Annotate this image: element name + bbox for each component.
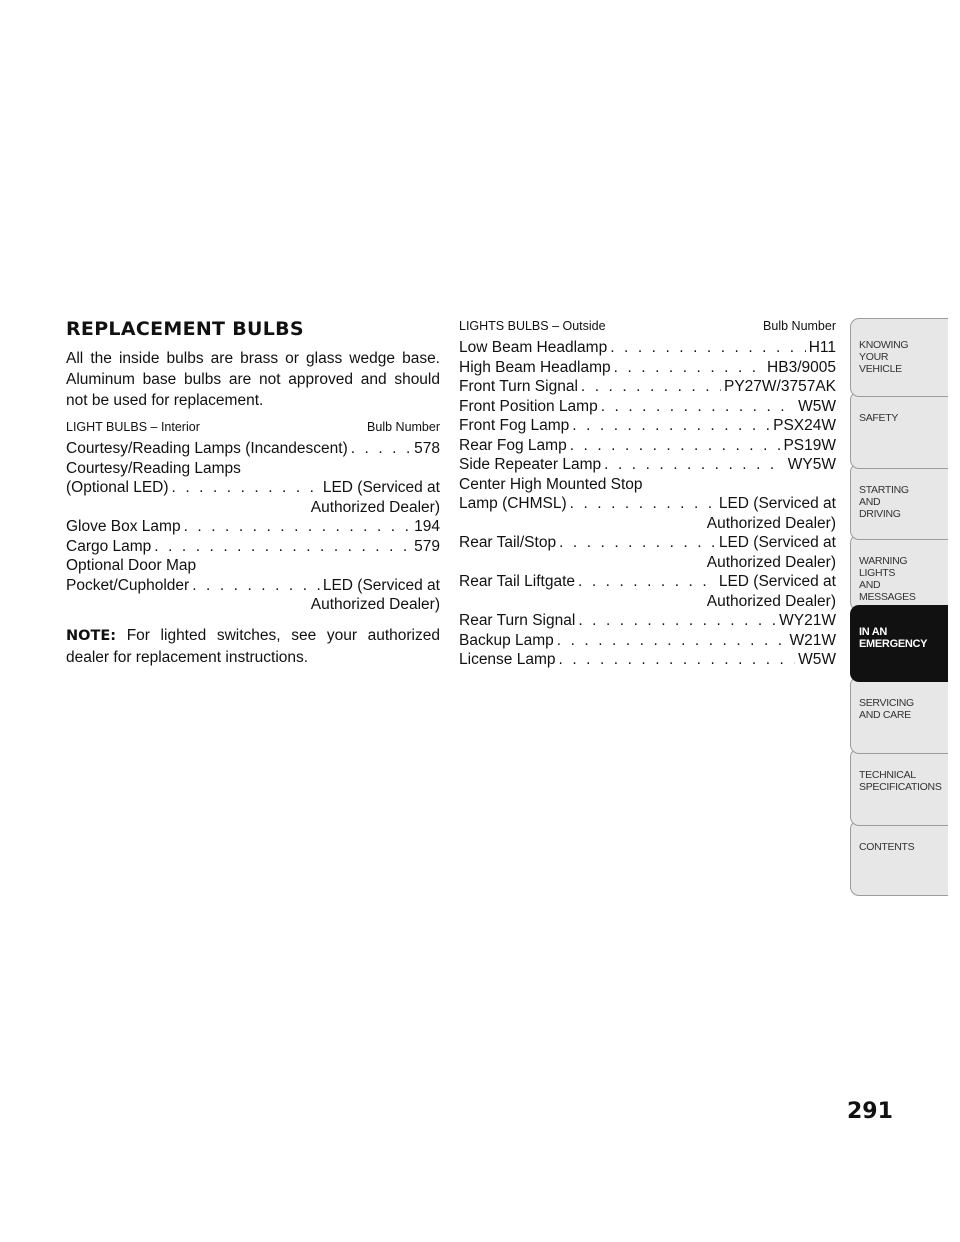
bulb-number-continued: Authorized Dealer): [310, 498, 440, 516]
bulb-number: 578: [414, 440, 440, 457]
bulb-number: LED (Serviced at: [718, 573, 836, 590]
bulb-row: [459, 650, 836, 670]
interior-table-header: [66, 419, 440, 435]
bulb-number: LED (Serviced at: [718, 495, 836, 512]
bulb-label: Front Position Lamp: [459, 397, 598, 415]
bulb-number-continued: Authorized Dealer): [706, 553, 836, 571]
bulb-number: 579: [414, 537, 440, 555]
bulb-label: Courtesy/Reading Lamps (Incandescent): [66, 440, 348, 457]
chapter-tab-label: SERVICING AND CARE: [859, 697, 914, 721]
chapter-tab[interactable]: [850, 605, 948, 682]
note-label: NOTE:: [66, 627, 117, 644]
chapter-tab[interactable]: [850, 534, 948, 611]
bulb-number-continued: Authorized Dealer): [706, 514, 836, 532]
exterior-header-right: Bulb Number: [763, 319, 836, 333]
bulb-number: WY21W: [779, 612, 836, 629]
chapter-tab[interactable]: [850, 463, 948, 540]
bulb-row-line: [459, 377, 836, 397]
bulb-row-line: [459, 611, 836, 631]
bulb-row-line: [66, 439, 440, 459]
bulb-row: [459, 475, 836, 534]
bulb-row-line: [459, 455, 836, 475]
bulb-number: LED (Serviced at: [718, 534, 836, 551]
bulb-label: Glove Box Lamp: [66, 518, 181, 535]
bulb-label: License Lamp: [459, 651, 556, 668]
bulb-row: [459, 338, 836, 358]
chapter-tab[interactable]: [850, 318, 948, 397]
bulb-label: Cargo Lamp: [66, 537, 152, 555]
bulb-row-line: [459, 494, 836, 514]
chapter-tab[interactable]: [850, 676, 948, 754]
intro-paragraph: All the inside bulbs are brass or glass wedge base. Aluminum base bulbs are not approved and should not be used for replacement.: [66, 350, 440, 409]
leader-dots: [610, 338, 806, 358]
chapter-tab-label: STARTING AND DRIVING: [859, 484, 909, 520]
bulb-row: [459, 631, 836, 651]
bulb-label: Lamp (CHMSL): [459, 495, 567, 512]
bulb-row: [459, 436, 836, 456]
bulb-row: [459, 397, 836, 417]
bulb-label: High Beam Headlamp: [459, 358, 611, 376]
bulb-row: [66, 459, 440, 518]
bulb-number: W5W: [798, 397, 836, 415]
bulb-row-prefix: Optional Door Map: [66, 557, 197, 574]
bulb-number: PSX24W: [773, 417, 836, 434]
bulb-label: Rear Tail/Stop: [459, 534, 557, 551]
leader-dots: [557, 631, 787, 651]
chapter-tab-label: KNOWING YOUR VEHICLE: [859, 339, 909, 375]
bulb-row: [459, 358, 836, 378]
bulb-label: Rear Turn Signal: [459, 612, 576, 629]
bulb-row: [66, 556, 440, 615]
note-text: For lighted switches, see your authorized dealer for replacement instructions.: [66, 626, 440, 666]
bulb-row-line: [459, 358, 836, 378]
leader-dots: [601, 397, 795, 417]
page-number: 291: [847, 1099, 893, 1124]
leader-dots: [559, 650, 796, 670]
bulb-label: (Optional LED): [66, 479, 169, 496]
bulb-label: Rear Fog Lamp: [459, 436, 567, 454]
leader-dots: [581, 377, 721, 397]
bulb-number: PS19W: [783, 436, 836, 454]
bulb-row-line: [459, 338, 836, 358]
chapter-tab[interactable]: [850, 820, 948, 896]
chapter-tab-label: SAFETY: [859, 412, 899, 424]
bulb-row: [459, 572, 836, 611]
leader-dots: [184, 517, 412, 537]
bulb-label: Rear Tail Liftgate: [459, 573, 576, 590]
bulb-number: PY27W/3757AK: [723, 378, 836, 395]
bulb-number: 194: [414, 518, 440, 535]
note-paragraph: [66, 625, 440, 668]
right-column: [459, 318, 836, 670]
bulb-row: [66, 439, 440, 459]
leader-dots: [570, 494, 716, 514]
bulb-number: W5W: [798, 651, 836, 668]
exterior-bulb-list: [459, 338, 836, 670]
leader-dots: [172, 478, 320, 498]
leader-dots: [572, 416, 770, 436]
leader-dots: [604, 455, 785, 475]
bulb-row: [459, 611, 836, 631]
leader-dots: [578, 611, 776, 631]
leader-dots: [154, 537, 411, 557]
bulb-number: WY5W: [787, 456, 836, 473]
bulb-number: HB3/9005: [767, 358, 836, 376]
bulb-label: Front Fog Lamp: [459, 417, 570, 434]
interior-bulb-list: [66, 439, 440, 615]
chapter-tab-label: IN AN EMERGENCY: [859, 626, 928, 650]
chapter-tab[interactable]: [850, 391, 948, 469]
bulb-row-line: [459, 436, 836, 456]
bulb-row-line: [459, 533, 836, 553]
chapter-tab-label: WARNING LIGHTS AND MESSAGES: [859, 555, 916, 603]
left-column: [66, 318, 440, 668]
interior-header-left: LIGHT BULBS – Interior: [66, 420, 200, 434]
bulb-row: [66, 517, 440, 537]
bulb-number-continued: Authorized Dealer): [310, 596, 440, 613]
bulb-row-line: [66, 478, 440, 498]
exterior-header-left: LIGHTS BULBS – Outside: [459, 319, 606, 333]
interior-header-right: Bulb Number: [367, 420, 440, 434]
leader-dots: [570, 436, 781, 456]
bulb-number-continued: Authorized Dealer): [706, 592, 836, 610]
bulb-row-line: [459, 572, 836, 592]
bulb-label: Pocket/Cupholder: [66, 576, 190, 594]
bulb-label: Backup Lamp: [459, 631, 554, 649]
bulb-number: LED (Serviced at: [322, 479, 440, 496]
bulb-label: Side Repeater Lamp: [459, 456, 602, 473]
bulb-row-line: [459, 416, 836, 436]
bulb-row-line: [66, 576, 440, 596]
bulb-row: [66, 537, 440, 557]
bulb-row-line: [459, 397, 836, 417]
bulb-row-line: [66, 517, 440, 537]
bulb-row-line: [459, 650, 836, 670]
leader-dots: [351, 439, 411, 459]
bulb-row: [459, 455, 836, 475]
bulb-label: Low Beam Headlamp: [459, 339, 608, 356]
chapter-tab-label: CONTENTS: [859, 841, 915, 853]
exterior-table-header: [459, 318, 836, 334]
bulb-row-prefix: Courtesy/Reading Lamps: [66, 459, 241, 477]
bulb-row: [459, 533, 836, 572]
bulb-row-prefix: Center High Mounted Stop: [459, 475, 643, 493]
chapter-tab[interactable]: [850, 748, 948, 826]
leader-dots: [578, 572, 716, 592]
bulb-row-line: [66, 537, 440, 557]
bulb-row: [459, 416, 836, 436]
bulb-label: Front Turn Signal: [459, 378, 578, 395]
bulb-number: W21W: [789, 631, 836, 649]
chapter-tab-label: TECHNICAL SPECIFICATIONS: [859, 769, 942, 793]
bulb-number: H11: [808, 339, 836, 356]
leader-dots: [559, 533, 716, 553]
leader-dots: [192, 576, 320, 596]
leader-dots: [614, 358, 764, 378]
section-title: REPLACEMENT BULBS: [66, 318, 304, 340]
bulb-row: [459, 377, 836, 397]
bulb-number: LED (Serviced at: [322, 576, 440, 594]
bulb-row-line: [459, 631, 836, 651]
